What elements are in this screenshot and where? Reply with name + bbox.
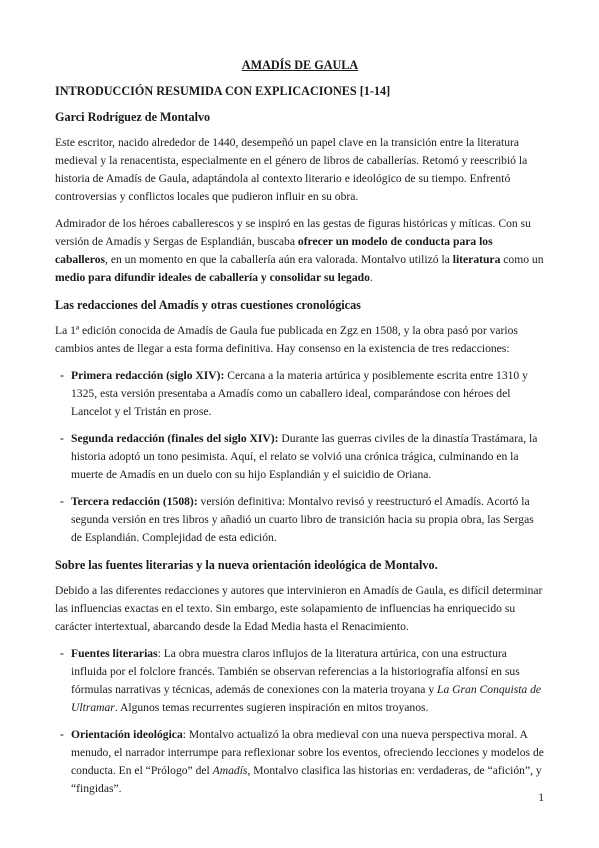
section-heading-author: Garci Rodríguez de Montalvo: [55, 110, 211, 124]
list-item: [55, 430, 545, 484]
text-run: Admirador de los héroes caballerescos y se inspiró en las gestas de figuras históricas y míticas. Con su versión de Amadís y Sergas de Esplandián, buscaba: [55, 217, 531, 248]
document-title: AMADÍS DE GAULA: [241, 58, 359, 72]
list-item-label: Fuentes literarias: [71, 647, 158, 660]
list-item: [55, 493, 545, 547]
list-item: [55, 367, 545, 421]
fuentes-list: [55, 645, 545, 798]
text-run: : Montalvo actualizó la obra medieval con una nueva perspectiva moral. A menudo, el narrador interrumpe para reflexionar sobre los eventos, ofreciendo lecciones y modelos de conducta. En el “Prólogo” del: [71, 728, 544, 777]
redacciones-list: [55, 367, 545, 547]
text-run: , en un momento en que la caballería aún era valorada. Montalvo utilizó la: [105, 253, 453, 266]
list-item-label: Orientación ideológica: [71, 728, 183, 741]
list-item-text: Cercana a la materia artúrica y posiblemente escrita entre 1310 y 1325, esta versión presentaba a Amadís como un caballero ideal, comparándose con héroes del Lancelot y el Tristán en prose.: [71, 369, 528, 418]
list-item: [55, 645, 545, 717]
list-item-text: Durante las guerras civiles de la dinastía Trastámara, la historia adoptó un tono pesimista. Aquí, el relato se volvió una crónica trágica, culminando en la muerte de Amadís en un duelo con su hijo Esplandián y el suicidio de Oriana.: [71, 432, 538, 481]
section-heading-redacciones: Las redacciones del Amadís y otras cuestiones cronológicas: [55, 298, 361, 312]
list-item-label: Tercera redacción (1508):: [71, 495, 198, 508]
bold-run: literatura: [452, 253, 501, 266]
redacciones-intro: La 1ª edición conocida de Amadís de Gaula fue publicada en Zgz en 1508, y la obra pasó por varios cambios antes de llegar a esta forma definitiva. Hay consenso en la existencia de tres redacciones:: [55, 324, 518, 355]
italic-run: La Gran Conquista de Ultramar: [71, 683, 542, 714]
list-item-label: Segunda redacción (finales del siglo XIV):: [71, 432, 279, 445]
author-paragraph-2: [55, 215, 545, 287]
italic-run: Amadís: [212, 764, 248, 777]
list-item: [55, 726, 545, 798]
text-run: . Algunos temas recurrentes sugieren inspiración en mitos troyanos.: [114, 701, 429, 714]
text-run: , Montalvo clasifica las historias en: verdaderas, de “afición”, y “fingidas”.: [71, 764, 542, 795]
list-item-text: versión definitiva: Montalvo revisó y reestructuró el Amadís. Acortó la segunda versión en tres libros y añadió un cuarto libro de transición hacia su propia obra, las Sergas de Esplandián. Complejidad de esta edición.: [71, 495, 534, 544]
author-paragraph-1: Este escritor, nacido alrededor de 1440, desempeñó un papel clave en la transición entre la literatura medieval y la renacentista, especialmente en el género de libros de caballerías. Retomó y reescribió la historia de Amadís de Gaula, adaptándola al contexto literario e ideológico de su tiempo. Enfrentó controversias y conflictos locales que pudieron influir en su obra.: [55, 136, 528, 203]
list-item-label: Primera redacción (siglo XIV):: [71, 369, 225, 382]
page-content: [55, 56, 545, 807]
section-heading-fuentes: Sobre las fuentes literarias y la nueva orientación ideológica de Montalvo.: [55, 558, 438, 572]
document-subtitle: INTRODUCCIÓN RESUMIDA CON EXPLICACIONES [1-14]: [55, 84, 391, 98]
page-number: 1: [538, 791, 544, 804]
fuentes-intro: Debido a las diferentes redacciones y autores que intervinieron en Amadís de Gaula, es difícil determinar las influencias exactas en el texto. Sin embargo, este solapamiento de influencias ha enriquecido su carácter intertextual, abarcando desde la Edad Media hasta el Renacimiento.: [55, 584, 543, 633]
text-run: como un: [500, 253, 544, 266]
bold-run: ofrecer un modelo de conducta para los caballeros: [55, 235, 493, 266]
text-run: : La obra muestra claros influjos de la literatura artúrica, con una estructura influida por el folclore francés. También se observan referencias a la historiografía alfonsí en sus fórmulas narrativas y técnicas, además de conexiones con la materia troyana y: [71, 647, 520, 696]
bold-run: medio para difundir ideales de caballería y consolidar su legado: [55, 271, 370, 284]
text-run: .: [369, 271, 373, 284]
